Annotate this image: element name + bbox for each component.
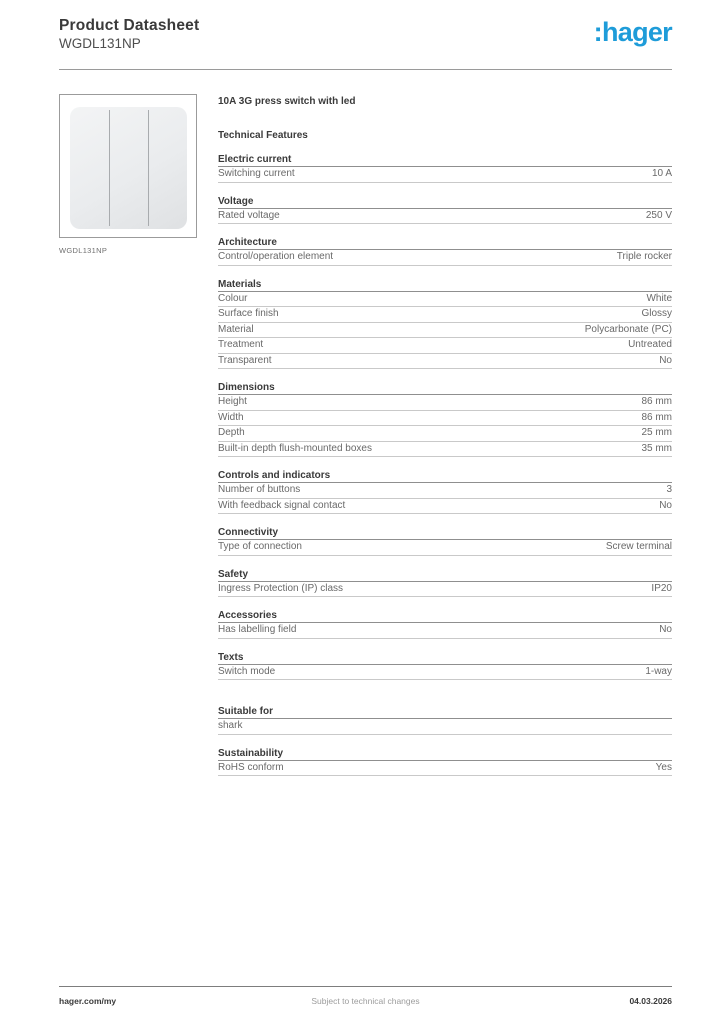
spec-row	[218, 426, 672, 442]
section-title: Accessories	[218, 611, 672, 623]
section-dimensions	[218, 383, 672, 457]
spec-value: No	[659, 499, 672, 511]
section-electric-current	[218, 155, 672, 183]
section-materials	[218, 280, 672, 370]
spec-label: Ingress Protection (IP) class	[218, 582, 344, 594]
spec-row	[218, 292, 672, 308]
product-name: 10A 3G press switch with led	[218, 96, 356, 107]
section-title: Controls and indicators	[218, 471, 672, 483]
spec-value: 250 V	[645, 209, 672, 221]
spec-value: IP20	[651, 582, 672, 594]
spec-row	[218, 623, 672, 639]
triple-rocker-switch-image	[70, 107, 187, 229]
hager-logo: :hager	[593, 17, 672, 47]
spec-value: No	[659, 624, 672, 635]
spec-row	[218, 665, 672, 681]
footer	[59, 986, 672, 1006]
footer-row	[59, 996, 672, 1006]
section-safety	[218, 570, 672, 598]
section-accessories	[218, 611, 672, 639]
section-controls-and-indicators	[218, 471, 672, 514]
spec-row	[218, 499, 672, 515]
product-image-column	[59, 94, 199, 255]
spec-row	[218, 540, 672, 556]
spec-row	[218, 209, 672, 225]
spec-label: Built-in depth flush-mounted boxes	[218, 442, 372, 454]
rocker-divider-line	[109, 110, 110, 226]
spec-row	[218, 250, 672, 266]
section-title: Dimensions	[218, 383, 672, 395]
spec-label: Transparent	[218, 354, 272, 366]
spec-value: Untreated	[628, 339, 672, 350]
footer-note: Subject to technical changes	[311, 996, 420, 1006]
spec-value: 1-way	[645, 665, 672, 677]
section-title: Sustainability	[218, 749, 672, 761]
spec-label: Treatment	[218, 339, 264, 350]
spec-value: No	[659, 354, 672, 366]
spec-row	[218, 761, 672, 777]
spec-label: Surface finish	[218, 308, 279, 319]
spec-value: Polycarbonate (PC)	[584, 323, 672, 335]
spec-row	[218, 307, 672, 323]
spec-row	[218, 354, 672, 370]
product-image	[59, 94, 197, 238]
header	[59, 17, 672, 52]
section-suitable-for	[218, 707, 672, 735]
spec-value: 86 mm	[641, 396, 672, 407]
spec-label: Control/operation element	[218, 251, 334, 262]
rocker-divider-line	[148, 110, 149, 226]
spec-value: Screw terminal	[605, 541, 672, 552]
section-title: Electric current	[218, 155, 672, 167]
spec-label: With feedback signal contact	[218, 499, 346, 511]
footer-website-link[interactable]: hager.com/my	[59, 996, 117, 1006]
footer-date: 04.03.2026	[629, 996, 672, 1006]
header-divider	[59, 69, 672, 70]
spec-value: Yes	[655, 761, 672, 773]
spec-value: 86 mm	[641, 411, 672, 423]
spec-value: Glossy	[641, 308, 672, 319]
spec-label: Switching current	[218, 168, 295, 179]
spec-column	[218, 96, 672, 776]
spec-value: 35 mm	[641, 442, 672, 454]
section-title: Texts	[218, 653, 672, 665]
spec-label: Height	[218, 396, 247, 407]
image-caption: WGDL131NP	[59, 246, 108, 255]
spec-row	[218, 719, 672, 735]
section-texts	[218, 653, 672, 681]
product-code: WGDL131NP	[59, 36, 141, 51]
spec-value: Triple rocker	[616, 251, 672, 262]
spec-label: Material	[218, 323, 254, 335]
spec-row	[218, 483, 672, 499]
section-voltage	[218, 197, 672, 225]
spec-label: Type of connection	[218, 541, 302, 552]
spec-label: Colour	[218, 292, 248, 304]
technical-features-heading: Technical Features	[218, 130, 308, 141]
spec-value: 10 A	[651, 168, 672, 179]
spec-value: 3	[666, 484, 672, 495]
page-title: Product Datasheet	[59, 17, 200, 34]
spec-row	[218, 442, 672, 458]
spec-row	[218, 395, 672, 411]
section-sustainability	[218, 749, 672, 777]
section-title: Architecture	[218, 238, 672, 250]
spec-row	[218, 411, 672, 427]
spec-row	[218, 323, 672, 339]
section-connectivity	[218, 528, 672, 556]
spec-label: Width	[218, 411, 244, 423]
section-architecture	[218, 238, 672, 266]
section-title: Suitable for	[218, 707, 672, 719]
spec-label: shark	[218, 720, 243, 731]
spec-label: Number of buttons	[218, 484, 301, 495]
section-title: Connectivity	[218, 528, 672, 540]
spec-label: Rated voltage	[218, 209, 280, 221]
section-title: Voltage	[218, 197, 672, 209]
spec-row	[218, 167, 672, 183]
section-title: Materials	[218, 280, 672, 292]
spec-row	[218, 338, 672, 354]
section-title: Safety	[218, 570, 672, 582]
spec-label: RoHS conform	[218, 761, 284, 773]
spec-value: White	[646, 292, 672, 304]
spec-label: Depth	[218, 427, 245, 438]
spec-label: Switch mode	[218, 665, 276, 677]
spec-row	[218, 582, 672, 598]
spec-label: Has labelling field	[218, 624, 297, 635]
spec-value: 25 mm	[641, 427, 672, 438]
